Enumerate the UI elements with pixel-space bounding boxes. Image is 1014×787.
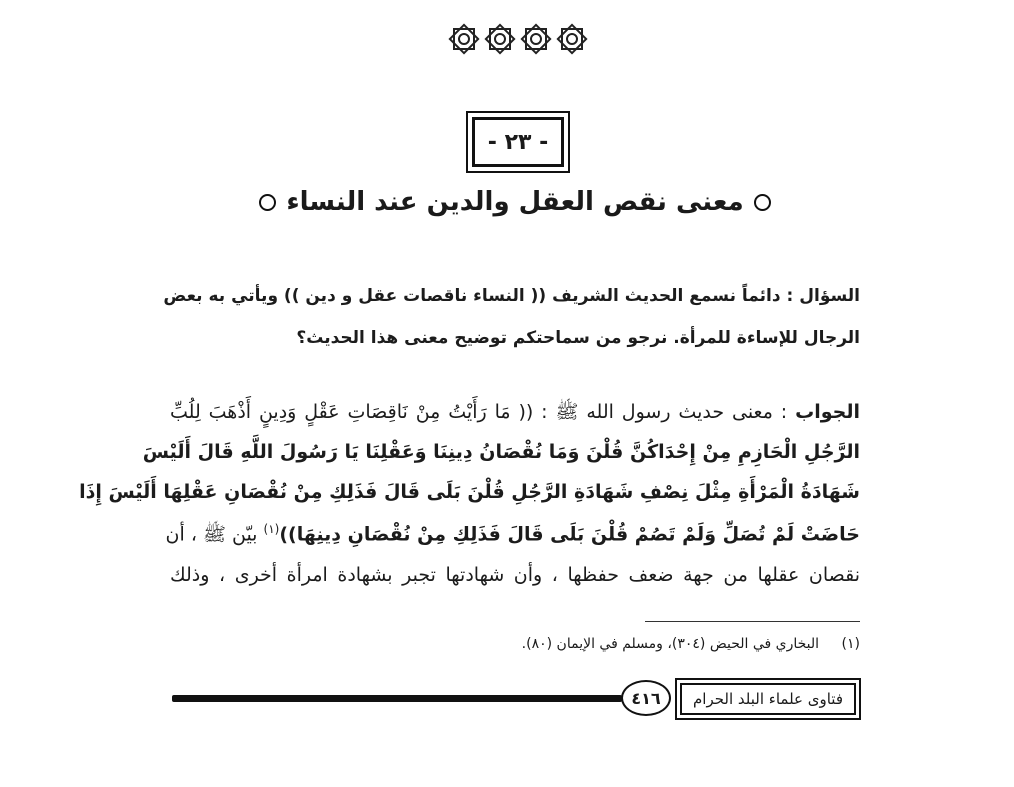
circle-bullet-icon [754, 194, 771, 211]
header-ornament [447, 22, 593, 58]
star-ornament-icon [519, 22, 553, 56]
question-label: السؤال [799, 286, 860, 306]
question-line-2 [170, 328, 860, 348]
footer-rule [172, 695, 622, 702]
chapter-title-text: معنى نقص العقل والدين عند النساء [286, 187, 744, 217]
star-ornament-icon [447, 22, 481, 56]
answer-line-2 [142, 441, 860, 463]
chapter-number: - ٢٣ - [472, 117, 564, 167]
star-ornament-icon [483, 22, 517, 56]
answer-line-3 [79, 481, 860, 503]
footnote-divider [645, 621, 860, 622]
answer-text-2: الرَّجُلِ الْحَازِمِ مِنْ إِحْدَاكُنَّ قُلْنَ وَمَا نُقْصَانُ دِينِنَا وَعَقْلِنَا يَا رَسُولَ اللَّهِ قَالَ أَلَيْسَ [142, 441, 860, 463]
answer-text-3: شَهَادَةُ الْمَرْأَةِ مِثْلَ نِصْفِ شَهَادَةِ الرَّجُلِ قُلْنَ بَلَى قَالَ فَذَلِكِ مِنْ نُقْصَانِ عَقْلِهَا أَلَيْسَ إِذَا [79, 481, 860, 503]
answer-line-4 [165, 522, 860, 550]
question-text-1: : دائماً نسمع الحديث الشريف (( النساء ناقصات عقل و دين )) ويأتي به بعض [163, 286, 794, 306]
chapter-number-box [466, 111, 570, 173]
circle-bullet-icon [259, 194, 276, 211]
answer-label: الجواب [795, 401, 860, 423]
answer-text-4-tail: بيّن ﷺ ، أن [165, 523, 258, 546]
chapter-title [250, 180, 780, 224]
answer-text-5: نقصان عقلها من جهة ضعف حفظها ، وأن شهادتها تجبر بشهادة امرأة أخرى ، وذلك [170, 564, 860, 586]
answer-line-5 [170, 564, 860, 586]
footnote [400, 636, 860, 652]
book-title: فتاوى علماء البلد الحرام [680, 683, 856, 715]
answer-line-1 [170, 400, 860, 428]
answer-text-4: حَاضَتْ لَمْ تُصَلِّ وَلَمْ تَصُمْ قُلْنَ بَلَى قَالَ فَذَلِكِ مِنْ نُقْصَانِ دِينِهَا)) [279, 523, 860, 546]
question-line-1 [163, 286, 860, 306]
page-number: ٤١٦ [621, 680, 671, 716]
book-title-box [675, 678, 861, 720]
footnote-reference[interactable]: (١) [263, 522, 280, 536]
question-text-2: الرجال للإساءة للمرأة. نرجو من سماحتكم توضيح معنى هذا الحديث؟ [296, 328, 860, 348]
footnote-number: (١) [841, 636, 860, 652]
answer-text-1: : معنى حديث رسول الله ﷺ : (( مَا رَأَيْتُ مِنْ نَاقِصَاتِ عَقْلٍ وَدِينٍ أَذْهَبَ لِلُبِّ [170, 401, 788, 423]
footnote-text: البخاري في الحيض (٣٠٤)، ومسلم في الإيمان (٨٠). [521, 636, 820, 652]
star-ornament-icon [555, 22, 589, 56]
